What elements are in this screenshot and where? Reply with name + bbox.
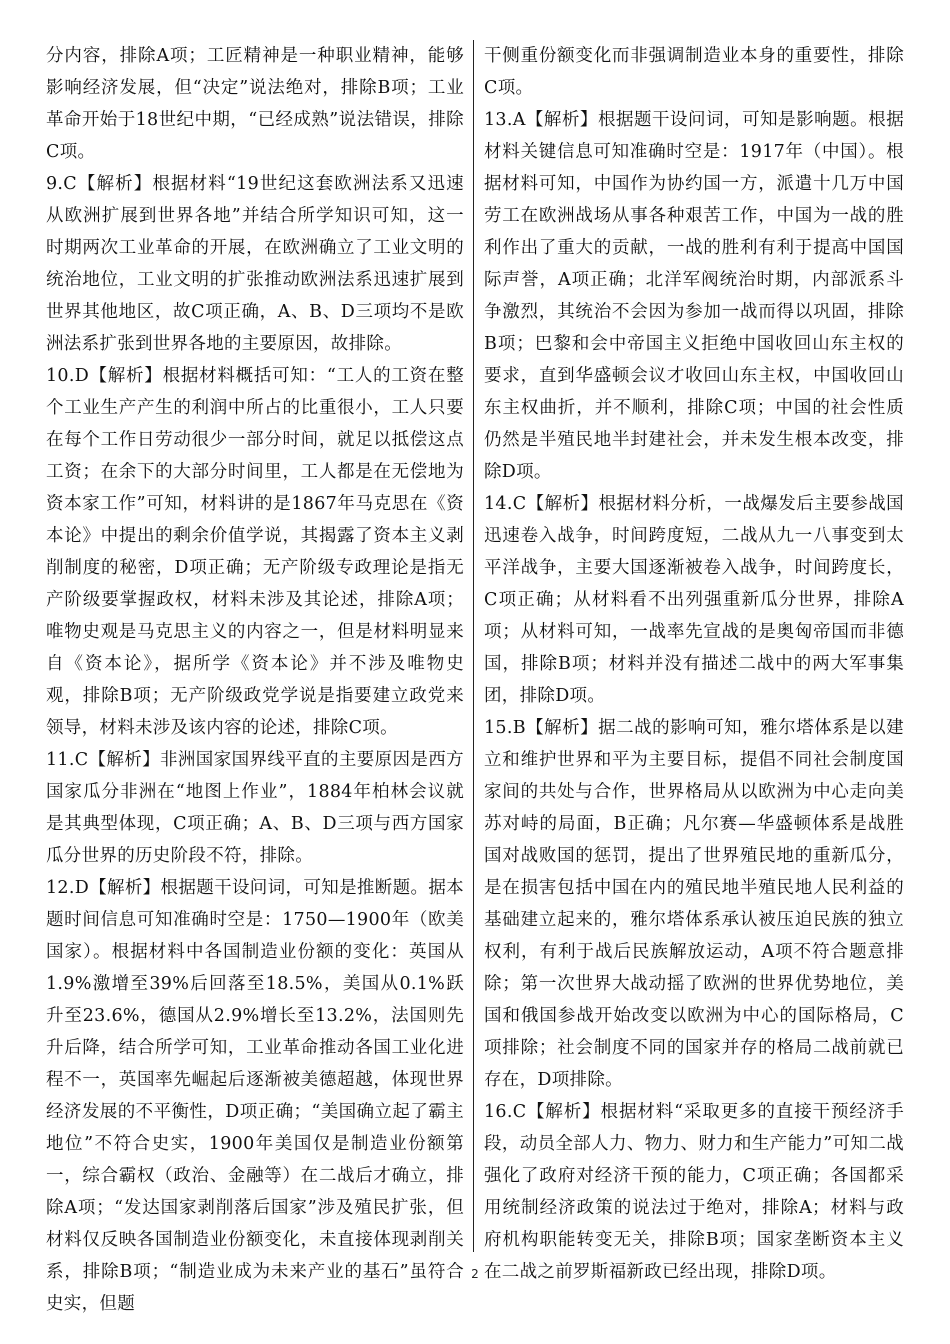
answer-paragraph-12-continued: 干侧重份额变化而非强调制造业本身的重要性，排除C项。 (484, 46, 904, 98)
answer-paragraph-9: 9.C【解析】根据材料“19世纪这套欧洲法系又迅速从欧洲扩展到世界各地”并结合所学知识可知，这一时期两次工业革命的开展，在欧洲确立了工业文明的统治地位，工业文明的扩张推动欧洲法系迅速扩展到世界其他地区，故C项正确，A、B、D三项均不是欧洲法系扩张到世界各地的主要原因，故排除。 (46, 174, 464, 354)
answer-paragraph-15: 15.B【解析】据二战的影响可知，雅尔塔体系是以建立和维护世界和平为主要目标，提倡不同社会制度国家间的共处与合作，世界格局从以欧洲为中心走向美苏对峙的局面，B正确；凡尔赛—华盛顿体系是战胜国对战败国的惩罚，提出了世界殖民地的重新瓜分，是在损害包括中国在内的殖民地半殖民地人民利益的基础建立起来的，雅尔塔体系承认被压迫民族的独立权利，有利于战后民族解放运动，A项不符合题意排除；第一次世界大战动摇了欧洲的世界优势地位，美国和俄国参战开始改变以欧洲为中心的国际格局，C项排除；社会制度不同的国家并存的格局二战前就已存在，D项排除。 (484, 718, 904, 1090)
left-column (46, 40, 464, 1320)
page-number: 2 (471, 1267, 479, 1281)
answer-paragraph-13: 13.A【解析】根据题干设问词，可知是影响题。根据材料关键信息可知准确时空是：1917年（中国）。根据材料可知，中国作为协约国一方，派遣十几万中国劳工在欧洲战场从事各种艰苦工作，中国为一战的胜利作出了重大的贡献，一战的胜利有利于提高中国国际声誉，A项正确；北洋军阀统治时期，内部派系斗争激烈，其统治不会因为参加一战而得以巩固，排除B项；巴黎和会中帝国主义拒绝中国收回山东主权的要求，直到华盛顿会议才收回山东主权，中国收回山东主权曲折，并不顺利，排除C项；中国的社会性质仍然是半殖民地半封建社会，并未发生根本改变，排除D项。 (484, 110, 904, 482)
answer-paragraph-10: 10.D【解析】根据材料概括可知：“工人的工资在整个工业生产产生的利润中所占的比重很小，工人只要在每个工作日劳动很少一部分时间，就足以抵偿这点工资；在余下的大部分时间里，工人都是在无偿地为资本家工作”可知，材料讲的是1867年马克思在《资本论》中提出的剩余价值学说，其揭露了资本主义剥削制度的秘密，D项正确；无产阶级专政理论是指无产阶级要掌握政权，材料未涉及其论述，排除A项；唯物史观是马克思主义的内容之一，但是材料明显来自《资本论》，据所学《资本论》并不涉及唯物史观，排除B项；无产阶级政党学说是指要建立政党来领导，材料未涉及该内容的论述，排除C项。 (46, 366, 464, 738)
right-column (484, 40, 904, 1288)
answer-paragraph-16: 16.C【解析】根据材料“采取更多的直接干预经济手段，动员全部人力、物力、财力和生产能力”可知二战强化了政府对经济干预的能力，C项正确；各国都采用统制经济政策的说法过于绝对，排除A；材料与政府机构职能转变无关，排除B项；国家垄断资本主义在二战之前罗斯福新政已经出现，排除D项。 (484, 1102, 904, 1282)
answer-paragraph-14: 14.C【解析】根据材料分析，一战爆发后主要参战国迅速卷入战争，时间跨度短，二战从九一八事变到太平洋战争，主要大国逐渐被卷入战争，时间跨度长，C项正确；从材料看不出列强重新瓜分世界，排除A项；从材料可知，一战率先宣战的是奥匈帝国而非德国，排除B项；材料并没有描述二战中的两大军事集团，排除D项。 (484, 494, 904, 706)
answer-paragraph-12: 12.D【解析】根据题干设问词，可知是推断题。据本题时间信息可知准确时空是：1750—1900年（欧美国家）。根据材料中各国制造业份额的变化：英国从1.9%激增至39%后回落至18.5%，美国从0.1%跃升至23.6%，德国从2.9%增长至13.2%，法国则先升后降，结合所学可知，工业革命推动各国工业化进程不一，英国率先崛起后逐渐被美德超越，体现世界经济发展的不平衡性，D项正确；“美国确立起了霸主地位”不符合史实，1900年美国仅是制造业份额第一，综合霸权（政治、金融等）在二战后才确立，排除A项；“发达国家剥削落后国家”涉及殖民扩张，但材料仅反映各国制造业份额变化，未直接体现剥削关系，排除B项；“制造业成为未来产业的基石”虽符合史实，但题 (46, 878, 464, 1314)
answer-paragraph-11: 11.C【解析】非洲国家国界线平直的主要原因是西方国家瓜分非洲在“地图上作业”，1884年柏林会议就是其典型体现，C项正确；A、B、D三项与西方国家瓜分世界的历史阶段不符，排除。 (46, 750, 464, 866)
answer-paragraph-continued: 分内容，排除A项；工匠精神是一种职业精神，能够影响经济发展，但“决定”说法绝对，排除B项；工业革命开始于18世纪中期，“已经成熟”说法错误，排除C项。 (46, 46, 464, 162)
column-divider (473, 40, 474, 1252)
